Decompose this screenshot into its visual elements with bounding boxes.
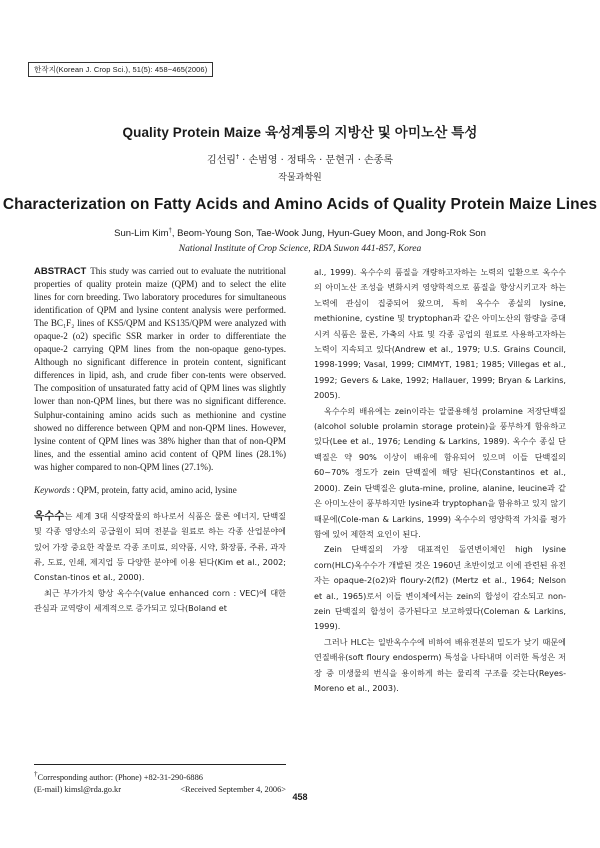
right-paragraph-4: 그러나 HLC는 일반옥수수에 비하여 배유전분의 밀도가 낮기 때문에 연질배유(soft floury endosperm) 특성을 나타내며 이러한 특성은 저장 중 미생물의 번식을 용이하게 하는 물리적 구조를 갖는다(Reyes-Moreno et al., 2003).: [314, 636, 566, 693]
abstract-label: ABSTRACT: [34, 266, 87, 277]
title-english: Characterization on Fatty Acids and Amino Acids of Quality Protein Maize Lines: [2, 196, 598, 213]
journal-reference-text: 한작지(Korean J. Crop Sci.), 51(5): 458~465(2006): [34, 65, 208, 74]
intro-paragraph-1-text: 는 세계 3대 식량작물의 하나로서 식품은 물론 에너지, 단백질 및 각종 영양소의 공급원이 되며 전분을 원료로 하는 각종 산업분야에 있어 가장 중요한 작물로 각종 조미료, 의약품, 시약, 화장품, 주류, 과자류, 도료, 인쇄, 제지업 등 다양한 분야에 이용 된다(Kim et al., 2002; Constan-tinos et al., 2000).: [34, 510, 286, 583]
journal-reference: [28, 62, 213, 77]
right-paragraph-1: al., 1999). 옥수수의 품질을 개량하고자하는 노력의 일환으로 옥수수의 아미노산 조성을 변화시켜 영양학적으로 품질을 향상시키고자 하는 노력에 관심이 집중되어 왔으며, 특히 옥수수 종실의 lysine, methionine, cystine 및 tryptophan과 같은 아미노산의 함량을 증대시켜 식품은 물론, 가축의 사료 및 각종 공업의 원료로 사용하고자하는 노력이 지속되고 있다(Andrew et al., 1979; U.S. Grains Council, 1998-1999; Vasal, 1999; CIMMYT, 1981; 1985; Villegas et al., 1992; Gevers & Lake, 1992; Hallauer, 1999; Bryan & Larkins, 2005).: [314, 267, 566, 401]
abstract-text: This study was carried out to evaluate the nutritional properties of quality protein maize (QPM) and to select the elite lines for corn breeding. Two laboratory procedures for simultaneous identification of QPM and lysine content analysis were performed. The BC₁F₂ lines of KS5/QPM and KS135/QPM were analyzed with opaque-2 (o2) specific SSR marker in order to differentiate the opaque-2 carrying QPM lines from the non-opaque geno-types. Although no significant difference in protein content, significant differences in lipid, ash, and crude fiber con-tents were observed. The composition of unsaturated fatty acid of QPM lines was slightly lower than non-QPM lines, but there was no significant difference. Sulphur-containing amino acids such as methionine and cystine showed no difference between QPM and non-QPM lines. However, lysine content of QPM lines was 38% higher than that of non-QPM lines, and the essential amino acid content of QPM lines (28.1%) was higher compared to non-QPM lines (27.1%).: [34, 266, 286, 472]
intro-lead-word: 옥수수: [34, 509, 65, 522]
footnote-email: (E-mail) kimsl@rda.go.kr: [34, 784, 122, 794]
footnote-line-1: [34, 768, 286, 784]
keywords: [34, 484, 286, 497]
left-column: [34, 265, 286, 617]
right-paragraph-2: 옥수수의 배유에는 zein이라는 알콜용해성 prolamine 저장단백질(alcohol soluble prolamin storage protein)을 풍부하게 함유하고 있다(Lee et al., 1976; Lending & Larkins, 1989). 옥수수 종실 단백질은 약 90% 이상이 배유에 함유되어 있으며 이들 단백질의 60~70% 정도가 zein 단백질에 해당 된다(Constantinos et al., 2000). Zein 단백질은 gluta-mine, proline, alanine, leucine과 같은 아미노산이 풍부하지만 lysine과 tryptophan을 함유하고 있지 않기 때문에(Cole-man & Larkins, 1999) 옥수수의 영양학적 가치를 평가함에 있어 제한적 요인이 된다.: [314, 405, 566, 539]
keywords-text: : QPM, protein, fatty acid, amino acid, lysine: [72, 484, 237, 495]
first-author-english: Sun-Lim Kim: [114, 228, 169, 240]
abstract: [34, 265, 286, 474]
intro-paragraph-1: [34, 509, 286, 586]
footnote-corresponding: Corresponding author: (Phone) +82-31-290-6886: [37, 772, 203, 782]
right-paragraph-3: Zein 단백질의 가장 대표적인 돌연변이체인 high lysine corn(HLC)옥수수가 개발된 것은 1960년 초반이었고 이에 관련된 유전자는 opaque-2(o2)와 floury-2(fl2) (Mertz et al., 1964; Nelson et al., 1965)로서 이들 변이체에서는 zein의 합성이 감소되고 non-zein 단백질의 합성이 증가된다고 보고하였다(Coleman & Larkins, 1999).: [314, 544, 566, 632]
corresponding-mark: †: [235, 153, 239, 161]
affiliation-korean: 작물과학원: [278, 173, 322, 183]
first-author-korean: 김선림: [206, 155, 236, 166]
intro-paragraph-2: 최근 부가가치 향상 옥수수(value enhanced corn : VEC)에 대한 관심과 교역량이 세계적으로 증가되고 있다(Boland et: [34, 587, 286, 614]
right-column: [314, 265, 566, 696]
authors-english: [0, 228, 600, 239]
footnote-mark: †: [34, 770, 38, 778]
keywords-label: Keywords: [34, 484, 71, 495]
authors-korean: [0, 151, 600, 166]
other-authors-korean: · 손범영 · 정태욱 · 문현귀 · 손종록: [242, 155, 394, 166]
affiliation-english: National Institute of Crop Science, RDA Suwon 441-857, Korea: [178, 244, 422, 254]
other-authors-english: , Beom-Young Son, Tae-Wook Jung, Hyun-Guey Moon, and Jong-Rok Son: [171, 228, 486, 240]
footnote-received: <Received September 4, 2006>: [180, 784, 286, 794]
page-number: 458: [292, 792, 308, 802]
corresponding-mark-en: †: [168, 228, 172, 234]
title-korean: Quality Protein Maize 육성계통의 지방산 및 아미노산 특성: [122, 125, 478, 140]
